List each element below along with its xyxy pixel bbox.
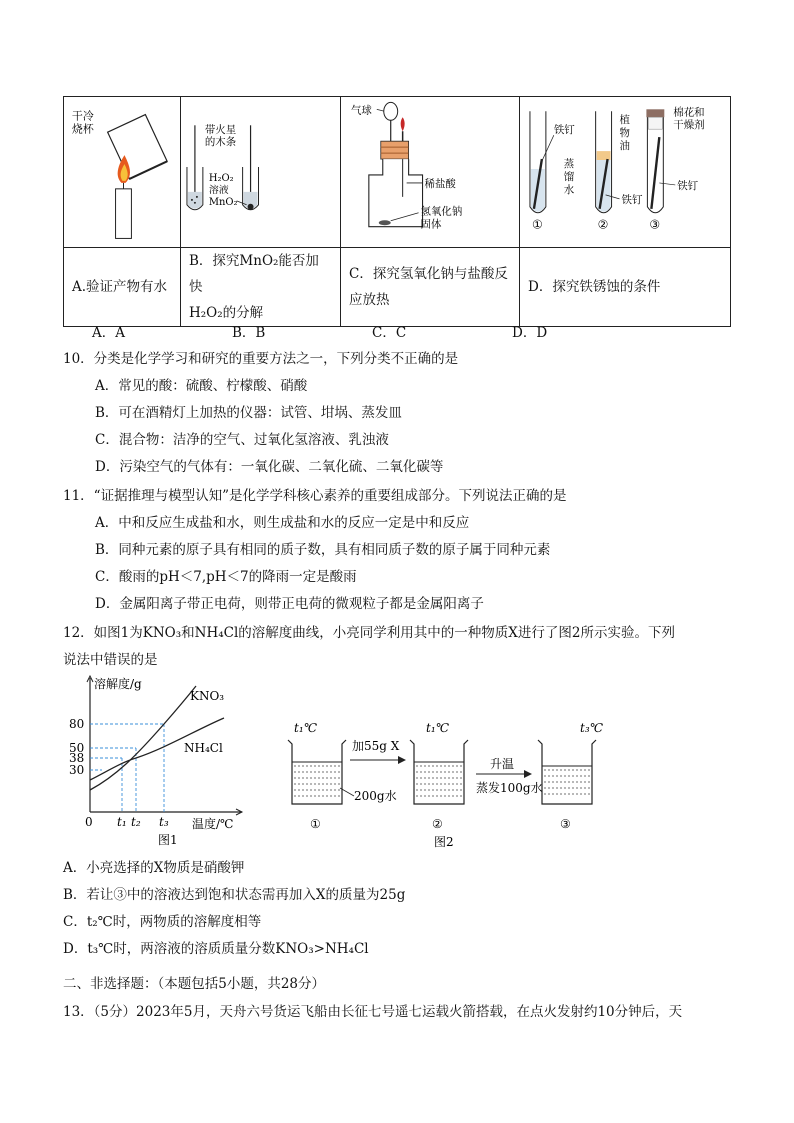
label-tube-2: ②	[597, 217, 609, 232]
label-dry-cold-beaker: 干冷烧杯	[71, 109, 94, 136]
q10-option-a[interactable]: A．常见的酸：硫酸、柠檬酸、硝酸	[95, 378, 308, 394]
iron-rust-tubes-figure	[520, 97, 730, 247]
q11-option-c[interactable]: C．酸雨的pH＜7,pH＜7的降雨一定是酸雨	[95, 569, 357, 585]
q10-option-d[interactable]: D．污染空气的气体有：一氧化碳、二氧化硫、二氧化碳等	[95, 459, 444, 475]
label-cotton-desiccant: 棉花和干燥剂	[673, 106, 705, 132]
cell-d-figure	[520, 97, 731, 248]
label-vegetable-oil: 植物油	[619, 114, 630, 153]
beaker-2	[410, 740, 468, 804]
arrow2-bottom-label: 蒸发100g水	[476, 781, 543, 795]
label-nail-2: 铁钉	[621, 193, 643, 206]
candle-beaker-figure	[64, 97, 180, 247]
q12-stem-line2: 说法中错误的是	[63, 652, 158, 668]
q11-stem: 11．“证据推理与模型认知”是化学学科核心素养的重要组成部分。下列说法正确的是	[63, 488, 567, 504]
q11-option-d[interactable]: D．金属阳离子带正电荷，则带正电荷的微观粒子都是金属阳离子	[95, 596, 484, 612]
y-tick-80: 80	[69, 717, 85, 731]
q9-choice-b[interactable]: B．B	[232, 325, 266, 341]
label-balloon: 气球	[350, 104, 372, 117]
experiment-table	[63, 96, 731, 327]
label-solution: 溶液	[208, 184, 229, 196]
nh4cl-label: NH₄Cl	[184, 741, 223, 755]
q9-choice-c[interactable]: C．C	[372, 325, 407, 341]
arrow1-label: 加55g X	[352, 739, 400, 753]
label-distilled-water: 蒸馏水	[563, 158, 575, 196]
beaker2-number: ②	[432, 817, 443, 831]
q12-option-a[interactable]: A．小亮选择的X物质是硝酸钾	[63, 860, 245, 876]
beaker1-temp: t₁℃	[294, 721, 318, 735]
label-solid: 固体	[420, 218, 442, 231]
q13-stem: 13．（5分）2023年5月，天舟六号货运飞船由长征七号遥七运载火箭搭载，在点火发射约10分钟后，天	[63, 1004, 683, 1020]
label-naoh: 氢氧化钠	[420, 205, 463, 218]
y-ticks	[69, 717, 84, 777]
beaker-1	[288, 740, 346, 804]
water-label: 200g水	[354, 789, 397, 803]
h2o2-tubes-figure	[181, 97, 340, 247]
label-glowing-stick: 带火星的木条	[204, 124, 237, 149]
q10-option-c[interactable]: C．混合物：洁净的空气、过氧化氢溶液、乳浊液	[95, 432, 389, 448]
q9-choices	[92, 321, 652, 341]
x-ticks	[117, 815, 169, 829]
arrow2-top-label: 升温	[490, 757, 515, 771]
q12-stem-line1: 12．如图1为KNO₃和NH₄Cl的溶解度曲线，小亮同学利用其中的一种物质X进行了图2所示实验。下列	[63, 625, 675, 641]
label-h2o2: H₂O₂	[208, 172, 234, 184]
q10-option-b[interactable]: B．可在酒精灯上加热的仪器：试管、坩埚、蒸发皿	[95, 405, 402, 421]
q10-stem: 10．分类是化学学习和研究的重要方法之一，下列分类不正确的是	[63, 351, 459, 367]
kno3-curve	[90, 686, 196, 790]
caption-c: C．探究氢氧化钠与盐酸反 应放热	[341, 248, 520, 327]
flask-balloon-figure	[341, 97, 519, 247]
q12-option-d[interactable]: D．t₃℃时，两溶液的溶质质量分数KNO₃>NH₄Cl	[63, 941, 369, 957]
q9-choice-d[interactable]: D．D	[512, 325, 548, 341]
beaker1-number: ①	[310, 817, 321, 831]
caption-a: A.验证产物有水	[64, 248, 181, 327]
y-tick-50: 50	[69, 741, 85, 755]
label-nail-1: 铁钉	[553, 124, 575, 137]
cell-b-figure	[181, 97, 341, 248]
x-tick-2: t₂	[131, 815, 141, 829]
caption-d: D．探究铁锈蚀的条件	[520, 248, 731, 327]
q11-option-b[interactable]: B．同种元素的原子具有相同的质子数，具有相同质子数的原子属于同种元素	[95, 542, 551, 558]
beaker-3	[538, 740, 596, 804]
q12-option-b[interactable]: B．若让③中的溶液达到饱和状态需再加入X的质量为25g	[63, 887, 406, 903]
caption-b: B．探究MnO₂能否加快 H₂O₂的分解	[181, 248, 341, 327]
label-tube-3: ③	[649, 217, 661, 232]
origin-label: 0	[85, 815, 93, 829]
beaker3-temp: t₃℃	[580, 721, 604, 735]
x-tick-3: t₃	[159, 815, 169, 829]
kno3-label: KNO₃	[190, 689, 225, 703]
label-nail-3: 铁钉	[677, 179, 699, 192]
label-mno2: MnO₂	[208, 196, 238, 208]
fig1-caption: 图1	[158, 833, 178, 847]
y-tick-30: 30	[69, 763, 85, 777]
label-tube-1: ①	[531, 217, 543, 232]
q11-option-a[interactable]: A．中和反应生成盐和水，则生成盐和水的反应一定是中和反应	[95, 515, 470, 531]
cell-c-figure	[341, 97, 520, 248]
x-tick-1: t₁	[117, 815, 127, 829]
label-dilute-hcl: 稀盐酸	[424, 177, 456, 190]
beaker3-number: ③	[560, 817, 571, 831]
cell-a-figure	[64, 97, 181, 248]
fig2-caption: 图2	[434, 835, 454, 849]
y-tick-38: 38	[69, 751, 85, 765]
beaker-experiment	[280, 716, 620, 850]
section-2-heading: 二、非选择题：（本题包括5小题，共28分）	[63, 976, 326, 992]
beaker2-temp: t₁℃	[426, 721, 450, 735]
y-axis-label: 溶解度/g	[94, 677, 142, 691]
solubility-chart	[66, 672, 256, 850]
q12-option-c[interactable]: C．t₂℃时，两物质的溶解度相等	[63, 914, 262, 930]
q9-choice-a[interactable]: A．A	[92, 325, 125, 341]
x-axis-label: 温度/℃	[192, 817, 234, 831]
